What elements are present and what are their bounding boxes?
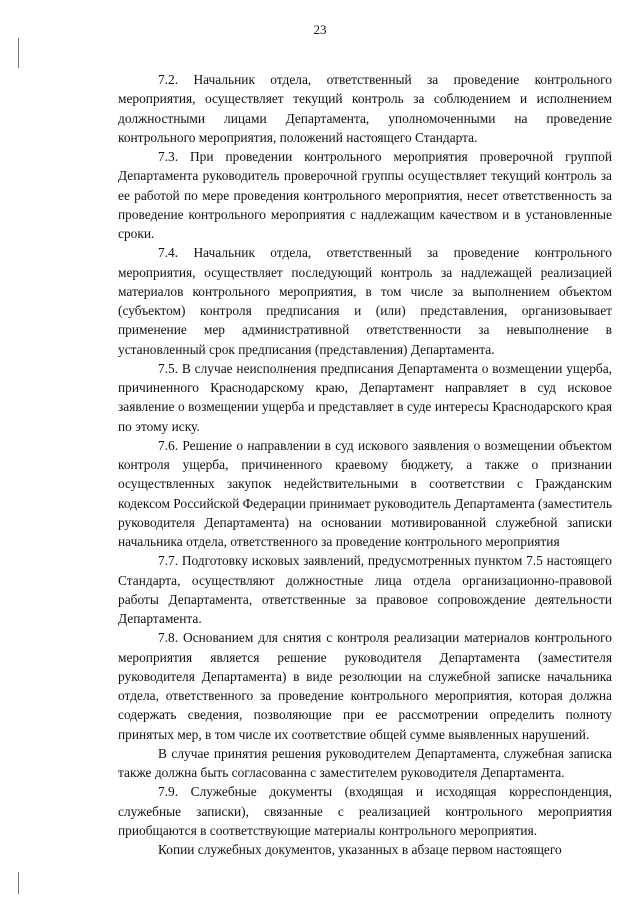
paragraph-7-2: 7.2. Начальник отдела, ответственный за проведение контрольного мероприятия, осуществляет текущий контроль за соблюдением и исполнением должностными лицами Департамента, уполномоченными на проведение контрольного мероприятия, положений настоящего Стандарта. <box>118 72 612 145</box>
page-number: 23 <box>313 22 327 37</box>
paragraph-7-8: 7.8. Основанием для снятия с контроля реализации материалов контрольного мероприятия является решение руководителя Департамента (заместителя руководителя Департамента) в виде резолюции на служебной записке начальника отдела, ответственного за проведение контрольного мероприятия, которая должна содержать сведения, позволяющие при ее рассмотрении определить полноту принятых мер, в том числе их соответствие общей сумме выявленных нарушений. <box>118 630 612 742</box>
paragraph-7-3: 7.3. При проведении контрольного мероприятия проверочной группой Департамента руководитель проверочной группы осуществляет текущий контроль за ее работой по мере проведения контрольного мероприятия, несет ответственность за проведение контрольного мероприятия с надлежащим качеством и в установленные сроки. <box>118 149 612 241</box>
margin-mark-bottom <box>18 872 19 894</box>
paragraph-7-8-continued: В случае принятия решения руководителем Департамента, служебная записка также должна быть согласованна с заместителем руководителя Департамента. <box>118 745 612 780</box>
paragraph-copies: Копии служебных документов, указанных в абзаце первом настоящего <box>158 842 562 857</box>
document-body <box>118 70 612 859</box>
paragraph-7-6: 7.6. Решение о направлении в суд искового заявления о возмещении объектом контроля ущерба, причиненного краевому бюджету, а также о признании осуществленных закупок недействительными в соответствии с Гражданским кодексом Российской Федерации принимает руководитель Департамента (заместитель руководителя Департамента) на основании мотивированной служебной записки начальника отдела, ответственного за проведение контрольного мероприятия <box>118 437 612 549</box>
margin-mark-top <box>18 38 19 68</box>
paragraph-7-9: 7.9. Служебные документы (входящая и исходящая корреспонденция, служебные записки), связанные с реализацией контрольного мероприятия приобщаются в соответствующие материалы контрольного мероприятия. <box>118 784 612 838</box>
paragraph-7-5: 7.5. В случае неисполнения предписания Департамента о возмещении ущерба, причиненного Краснодарскому краю, Департамент направляет в суд исковое заявление о возмещении ущерба и представляет в суде интересы Краснодарского края по этому иску. <box>118 360 612 434</box>
paragraph-7-4: 7.4. Начальник отдела, ответственный за проведение контрольного мероприятия, осуществляет последующий контроль за надлежащей реализацией материалов контрольного мероприятия, в том числе за выполнением объектом (субъектом) контроля предписания и (или) представления, организовывает применение мер административной ответственности за невыполнение в установленный срок предписания (представления) Департамента. <box>118 245 612 357</box>
paragraph-7-7: 7.7. Подготовку исковых заявлений, предусмотренных пунктом 7.5 настоящего Стандарта, осуществляют должностные лица отдела организационно-правовой работы Департамента, ответственные за правовое сопровождение деятельности Департамента. <box>118 553 612 626</box>
